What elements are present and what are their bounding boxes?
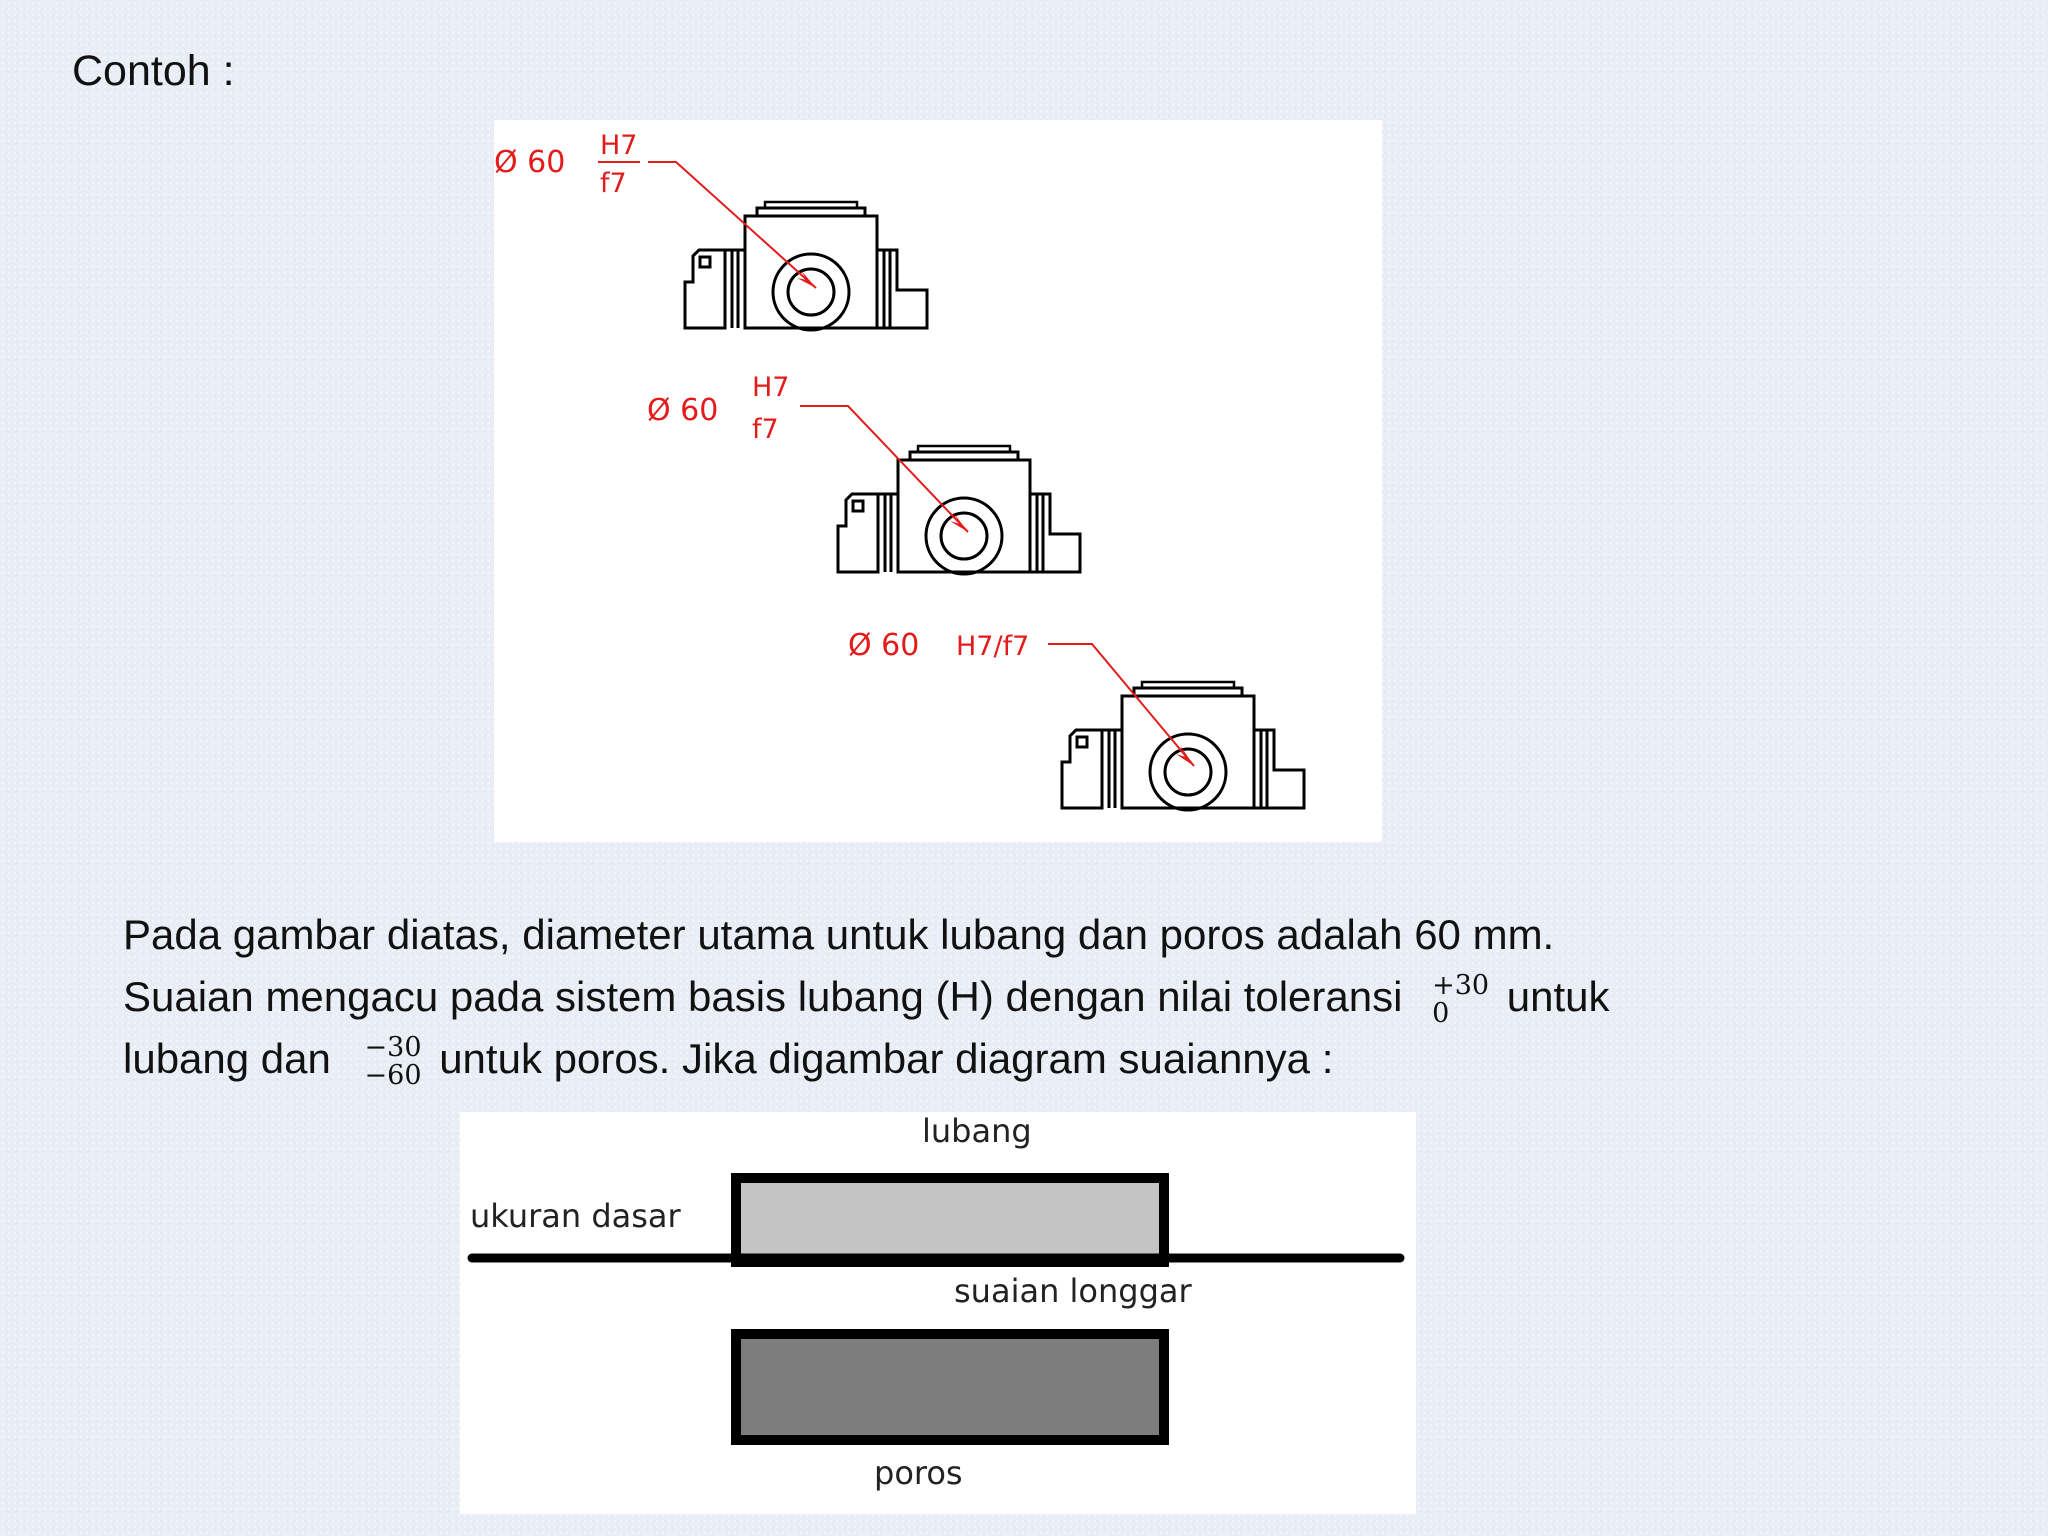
diameter-label-2: Ø 60 [647, 393, 719, 428]
hole-tolerance-values [1432, 969, 1490, 1029]
fit-notation-figure [494, 120, 1382, 842]
paragraph-line-3-start: lubang dan [123, 1035, 331, 1082]
fit-diagram-drawing [460, 1112, 1416, 1514]
clearance-fit-label: suaian longgar [954, 1272, 1192, 1310]
paragraph-line-2-end: untuk [1506, 973, 1610, 1020]
shaft-tolerance-zone [736, 1334, 1164, 1440]
paragraph-line-2 [123, 966, 1983, 1028]
explanation-paragraph [123, 904, 1983, 1090]
paragraph-line-2-start: Suaian mengacu pada sistem basis lubang (H) dengan nilai toleransi [123, 973, 1403, 1020]
diameter-label-1: Ø 60 [494, 145, 566, 180]
shaft-label: poros [874, 1454, 963, 1492]
shaft-tolerance-label-2: f7 [752, 414, 779, 445]
hole-lower-deviation: 0 [1432, 997, 1450, 1029]
drawing-inline-fit [848, 628, 1304, 810]
diameter-label-3: Ø 60 [848, 628, 920, 663]
paragraph-line-1: Pada gambar diatas, diameter utama untuk lubang dan poros adalah 60 mm. [123, 911, 1555, 958]
hole-tolerance-label-1: H7 [600, 130, 638, 161]
paragraph-line-3-end: untuk poros. Jika digambar diagram suaiannya : [439, 1035, 1334, 1082]
hole-label: lubang [922, 1112, 1032, 1150]
fit-notation-drawings [494, 120, 1382, 842]
hole-upper-deviation: +30 [1432, 969, 1490, 1001]
paragraph-line-3 [123, 1028, 1983, 1090]
fit-label-3: H7/f7 [956, 631, 1030, 662]
shaft-upper-deviation: −30 [364, 1031, 422, 1063]
hole-tolerance-zone [736, 1178, 1164, 1262]
shaft-tolerance-values [364, 1031, 422, 1091]
shaft-tolerance-label-1: f7 [600, 168, 627, 199]
hole-tolerance-label-2: H7 [752, 372, 790, 403]
fit-diagram [460, 1112, 1416, 1514]
drawing-stacked-fit [494, 130, 927, 330]
shaft-lower-deviation: −60 [364, 1059, 422, 1091]
drawing-split-fit [647, 372, 1080, 574]
base-size-label: ukuran dasar [470, 1197, 681, 1235]
heading: Contoh : [72, 47, 235, 95]
